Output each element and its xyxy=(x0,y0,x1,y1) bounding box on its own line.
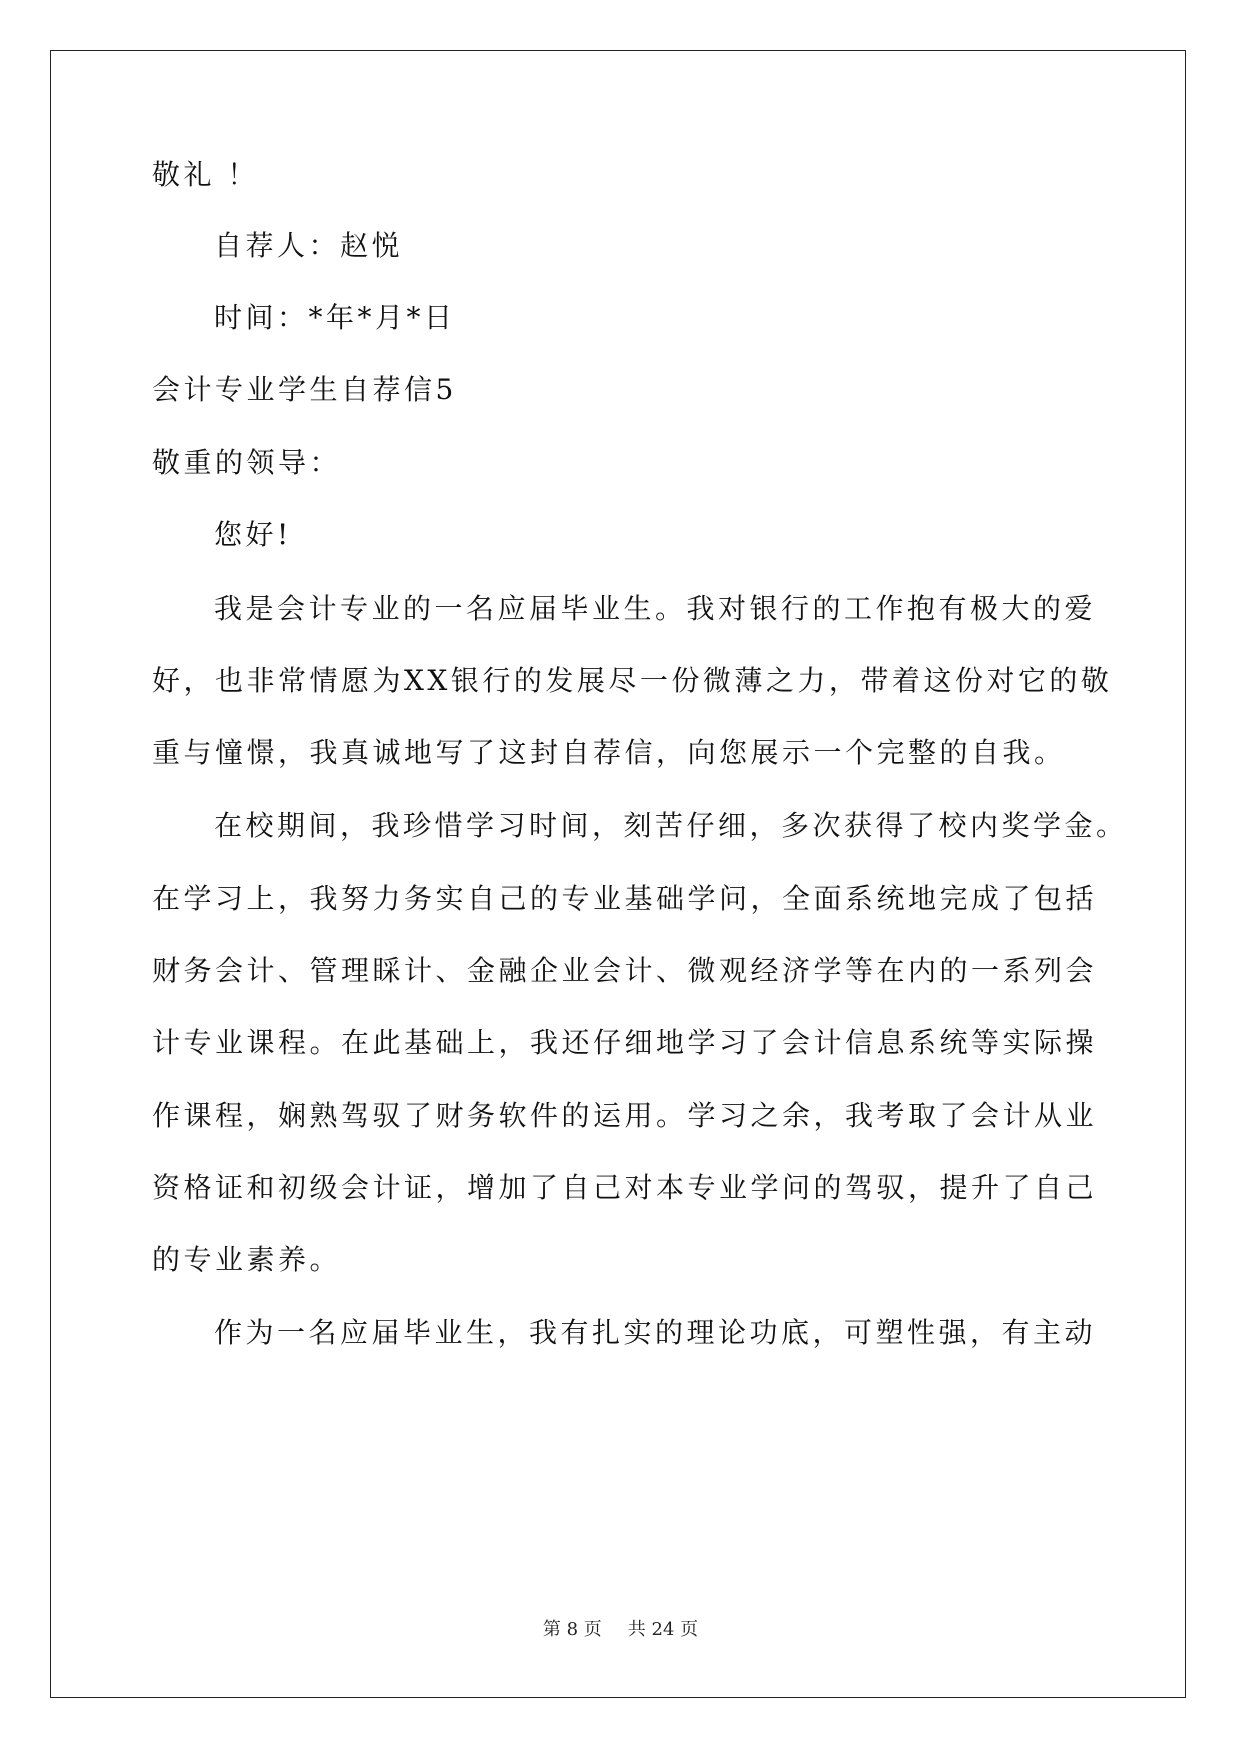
greeting: 敬重的领导： xyxy=(152,446,342,479)
signature-line: 自荐人：赵悦 xyxy=(214,229,404,262)
page-footer xyxy=(0,1618,1241,1642)
paragraph-line: 计专业课程。在此基础上，我还仔细地学习了会计信息系统等实际操 xyxy=(152,1026,1098,1059)
paragraph-line: 在学习上，我努力务实自己的专业基础学问，全面系统地完成了包括 xyxy=(152,882,1098,915)
date-line: 时间：*年*月*日 xyxy=(214,301,456,334)
paragraph-line: 在校期间，我珍惜学习时间，刻苦仔细，多次获得了校内奖学金。 xyxy=(214,809,1128,842)
closing-salutation: 敬礼 ！ xyxy=(152,158,259,191)
page-number: 第 8 页 xyxy=(542,1619,602,1640)
paragraph-line: 的专业素养。 xyxy=(152,1243,342,1276)
paragraph-line: 作课程，娴熟驾驭了财务软件的运用。学习之余，我考取了会计从业 xyxy=(152,1099,1098,1132)
page-total: 共 24 页 xyxy=(627,1619,699,1640)
paragraph-line: 资格证和初级会计证，增加了自己对本专业学问的驾驭，提升了自己 xyxy=(152,1171,1098,1204)
paragraph-line: 好，也非常情愿为XX银行的发展尽一份微薄之力，带着这份对它的敬 xyxy=(152,664,1113,697)
section-title: 会计专业学生自荐信5 xyxy=(152,373,457,406)
paragraph-line: 我是会计专业的一名应届毕业生。我对银行的工作抱有极大的爱 xyxy=(214,592,1097,625)
greeting-hello: 您好! xyxy=(214,518,292,551)
paragraph-line: 财务会计、管理睬计、金融企业会计、微观经济学等在内的一系列会 xyxy=(152,954,1098,987)
paragraph-line: 重与憧憬，我真诚地写了这封自荐信，向您展示一个完整的自我。 xyxy=(152,736,1066,769)
paragraph-line: 作为一名应届毕业生，我有扎实的理论功底，可塑性强，有主动 xyxy=(214,1316,1097,1349)
